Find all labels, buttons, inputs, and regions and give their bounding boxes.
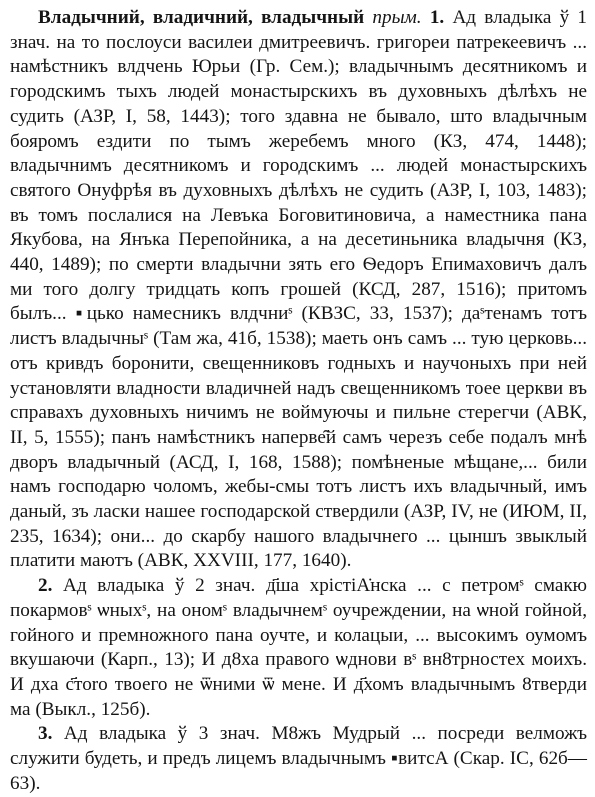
entry-headword: Владычний, владичний, владычный: [38, 7, 365, 28]
sense-text: Ад владыка ў 1 знач. на то послоуси василеи дмитреевичъ. григореи патрекеевичъ ... намѣстникъ влдчень Юрьи (Гр. Сем.); владычнымъ десятникомъ и городскимъ тыхъ людей монастырскихъ въ духовныхъ дѣлѣхъ не судить (АЗР, I, 58, 1443); того здавна не бывало, што владычным бояромъ ездити по тымъ жеребемъ много (КЗ, 474, 1448); владычнимъ десятникомъ и городскимъ ... людей монастырскихъ святого Онуфрѣя въ духовныхъ дѣлѣхъ не судить (АЗР, I, 103, 1483); въ томъ послалися на Левъка Боговитиновича, а наместника пана Якубова, на Янъка Перепойника, а на десетиньника владычня (КЗ, 440, 1489); по смерти владычни зять его Ѳедоръ Епимаховичъ далъ ми того долгу тридцать копъ грошей (КСД, 287, 1516); притомъ былъ... ▪цько намесникъ влдчниˢ (КВЗС, 33, 1537); даˢтенамъ тотъ листъ владычныˢ (Там жа, 41б, 1538); маеть онъ самъ ... тую церковь... отъ кривдъ боронити, свещенниковъ годныхъ и научоныхъ при ней установляти владности владичней надъ свещенникомъ тоее церкви въ справахъ духовныхъ ничимъ не воймуючы и пильне стерегчи (АВК, II, 5, 1555); панъ намѣстникъ наперве̑й самъ черезъ себе подалъ мнѣ дворъ владычный (АСД, I, 168, 1588); помѣненые мѣщане,... били намъ господарю чоломъ, жебы-смы тотъ листъ ихъ владычный, имъ даный, зъ ласки нашее господарской ствердили (АЗР, IV, не (ИЮМ, II, 235, 1634); они... до скарбу нашого владычнего ... цыншъ звыклый платити маютъ (АВК, XXVIII, 177, 1640).: [10, 7, 587, 572]
sense-1: [10, 6, 587, 574]
part-of-speech-label: прым.: [372, 7, 422, 28]
sense-3: [10, 722, 587, 796]
sense-text: Ад владыка ў 3 знач. М8жъ Мудрый ... посреди велможъ служити будеть, и предъ лицемъ владычнымъ ▪витсА (Скар. IC, 62б—63).: [10, 723, 588, 794]
sense-number: 2.: [38, 575, 53, 597]
dictionary-entry: [10, 6, 587, 797]
sense-text: Ад владыка ў 2 знач. д҃ша хрістіА̇нска ... с петромˢ смакю покармовˢ ѡныхˢ, на ономˢ владычнемˢ оучреждении, на ѡной гойной, гойного и премножного пана оучте, и колацыи, ... высокимъ оумомъ вкушаючи (Карп., 13); И д8ха правого ѡднови вˢ вн8трностех моихъ. И дха с҃тоrо твоего не ѿними ѿ мене. И д҃хомъ владычнымъ 8тверди ма (Выкл., 125б).: [10, 575, 588, 720]
sense-number: 1.: [429, 7, 445, 28]
sense-number: 3.: [38, 723, 53, 745]
sense-2: [10, 574, 587, 722]
